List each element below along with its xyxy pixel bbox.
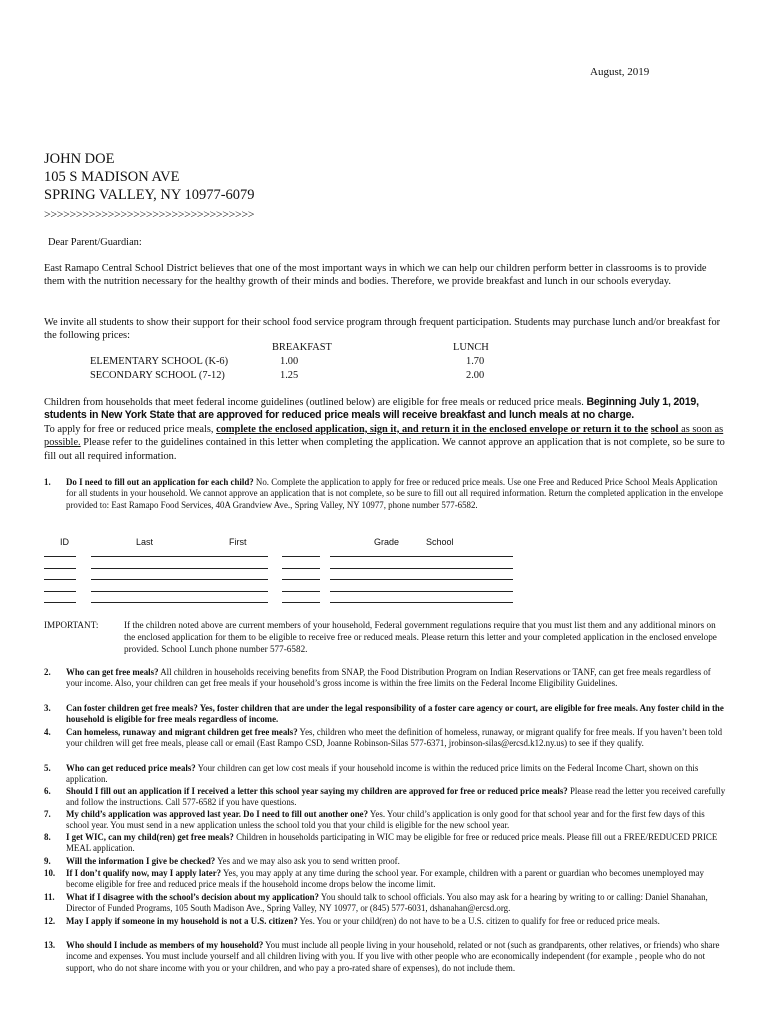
- question-number: 13.: [44, 940, 56, 950]
- apply-instructions-underlined: complete the enclosed application, sign it, and return it in the enclosed envelope or return it to the: [216, 423, 649, 435]
- answer-text: Your children can get low cost meals if your household income is within the reduced price limits on the Federal Income Chart, shown on this application.: [66, 763, 699, 785]
- blank-line: [44, 556, 76, 557]
- blank-line: [91, 591, 268, 592]
- question-text: Do I need to fill out an application for each child?: [66, 477, 254, 487]
- price-row-breakfast: 1.25: [280, 370, 299, 381]
- apply-asap: as soon as possible.: [44, 423, 724, 449]
- question-text: May I apply if someone in my household is not a U.S. citizen?: [66, 916, 298, 926]
- question-text: Will the information I give be checked?: [66, 856, 216, 866]
- faq-item: [44, 856, 729, 867]
- question-text: I get WIC, can my child(ren) get free meals?: [66, 832, 234, 842]
- faq-item: [44, 892, 729, 915]
- blank-line: [44, 602, 76, 603]
- salutation: Dear Parent/Guardian:: [48, 237, 142, 248]
- answer-text: You must include all people living in your household, related or not (such as grandparents, other relatives, or friends) who share income and expenses. You must include yourself and all children living with you. If you live with other people who are economically independent (for example , people who do not support, who do not share income with you or your children, and who pay a pro-rated share of expenses), do not include them.: [66, 940, 720, 973]
- eligibility-text: Children from households that meet federal income guidelines (outlined below) are eligible for free meals or reduced price meals.: [44, 397, 584, 408]
- answer-text: Please read the letter you received carefully and follow the instructions. Call 577-6582 if you have questions.: [66, 786, 726, 808]
- faq-item: [44, 763, 729, 786]
- blank-line: [330, 602, 513, 603]
- question-number: 5.: [44, 763, 51, 773]
- question-text: Should I fill out an application if I received a letter this school year saying my children are approved for free or reduced price meals?: [66, 786, 568, 796]
- blank-line: [282, 568, 320, 569]
- question-number: 1.: [44, 477, 51, 487]
- blank-line: [91, 556, 268, 557]
- question-text: Can homeless, runaway and migrant children get free meals?: [66, 727, 298, 737]
- answer-text: Children in households participating in WIC may be eligible for free or reduced price meals. Please fill out a FREE/REDUCED PRICE MEAL application.: [66, 832, 718, 854]
- faq-item: [44, 703, 729, 726]
- price-row-lunch: 2.00: [466, 370, 485, 381]
- blank-line: [330, 579, 513, 580]
- question-number: 11.: [44, 892, 55, 902]
- intro-paragraph: East Ramapo Central School District believes that one of the most important ways in which we can help our children perform better in classrooms is to provide them with the nutrition necessary for the healthy growth of their minds and bodies. Therefore, we provide breakfast and lunch in our schools everyday.: [44, 263, 707, 288]
- apply-school-word: school: [650, 423, 679, 435]
- column-header-last: Last: [136, 537, 154, 547]
- question-number: 7.: [44, 809, 51, 819]
- question-number: 10.: [44, 868, 56, 878]
- answer-text: No. Complete the application to apply for free or reduced price meals. Use one Free and Reduced Price School Meals Application for all students in your household. We cannot approve an application that is not complete, so be sure to fill out all required information. Return the completed application in the envelope provided to: East Ramapo Food Services, 40A Grandview Ave., Spring Valley, NY 10977, phone number 577-6582.: [66, 477, 723, 510]
- question-number: 9.: [44, 856, 51, 866]
- apply-text: To apply for free or reduced price meals,: [44, 423, 217, 435]
- question-number: 8.: [44, 832, 51, 842]
- blank-line: [330, 556, 513, 557]
- answer-text: Yes. Your child’s application is only good for that school year and for the first few days of this school year. You must send in a new application unless the school told you that your child is eligible for the new school year.: [66, 809, 705, 831]
- blank-line: [44, 568, 76, 569]
- price-row-breakfast: 1.00: [280, 356, 299, 367]
- answer-text: Yes. You or your child(ren) do not have to be a U.S. citizen to qualify for free or reduced price meals.: [297, 916, 660, 926]
- blank-line: [282, 556, 320, 557]
- faq-item: [44, 809, 729, 832]
- answer-text: You should talk to school officials. You also may ask for a hearing by writing to or calling: Daniel Shanahan, Director of Funded Programs, 105 South Madison Ave., Spring Valley, NY 10977, or (845) 577-6031, dshanahan@ercsd.org.: [66, 892, 708, 914]
- blank-line: [330, 591, 513, 592]
- column-header-grade: Grade: [374, 537, 400, 547]
- question-text: Who should I include as members of my household?: [66, 940, 264, 950]
- faq-item: [44, 868, 729, 891]
- question-text: Can foster children get free meals? Yes, foster children that are under the legal responsibility of a foster care agency or court, are eligible for free meals. Any foster child in the household is eligible for free meals regardless of income.: [66, 703, 724, 725]
- blank-line: [282, 591, 320, 592]
- answer-text: Yes, children who meet the definition of homeless, runaway, or migrant qualify for free meals. If you haven’t been told your children will get free meals, please call or email (East Rampo CSD, Joanne Robinson-Silas 577-6371, jrobinson-silas@ercsd.k12.ny.us) to see if they qualify.: [66, 727, 723, 749]
- blank-line: [330, 568, 513, 569]
- blank-line: [44, 591, 76, 592]
- price-row-lunch: 1.70: [466, 356, 485, 367]
- important-label: IMPORTANT:: [44, 620, 99, 630]
- question-text: Who can get reduced price meals?: [66, 763, 196, 773]
- participation-paragraph: We invite all students to show their support for their school food service program through frequent participation. Students may purchase lunch and/or breakfast for the following prices:: [44, 317, 721, 342]
- blank-line: [91, 568, 268, 569]
- address-line-name: JOHN DOE: [44, 151, 115, 167]
- faq-item: [44, 667, 729, 690]
- question-number: 12.: [44, 916, 56, 926]
- faq-item: [44, 916, 729, 927]
- blank-line: [282, 579, 320, 580]
- eligibility-bold-start: Beginning July 1,: [586, 396, 671, 408]
- question-number: 6.: [44, 786, 51, 796]
- answer-text: Yes and we may also ask you to send written proof.: [215, 856, 400, 866]
- blank-line: [44, 579, 76, 580]
- eligibility-bold-statement: 2019, students in New York State that are approved for reduced price meals will receive breakfast and lunch meals at no charge.: [44, 396, 699, 422]
- column-header-first: First: [229, 537, 247, 547]
- column-header-id: ID: [60, 537, 69, 547]
- blank-line: [91, 602, 268, 603]
- price-header-breakfast: BREAKFAST: [272, 342, 332, 353]
- address-barcode-chevrons: >>>>>>>>>>>>>>>>>>>>>>>>>>>>>>>>>: [44, 207, 255, 221]
- answer-text: All children in households receiving benefits from SNAP, the Food Distribution Program on Indian Reservations or TANF, can get free meals regardless of your income. Also, your children can get free meals if your household’s gross income is within the free limits on the Federal Income Eligibility Guidelines.: [66, 667, 711, 689]
- question-text: My child’s application was approved last year. Do I need to fill out another one?: [66, 809, 369, 819]
- important-text: If the children noted above are current members of your household, Federal government regulations require that you must list them and any additional minors on the enclosed application for them to be eligible to receive free or reduced meals. Please return this letter and your completed application in the enclosed envelope provided. School Lunch phone number 577-6582.: [124, 620, 717, 654]
- faq-item: [44, 727, 729, 750]
- question-number: 3.: [44, 703, 51, 713]
- address-line-city: SPRING VALLEY, NY 10977-6079: [44, 187, 255, 203]
- blank-line: [91, 579, 268, 580]
- question-text: Who can get free meals?: [66, 667, 159, 677]
- question-number: 2.: [44, 667, 51, 677]
- question-text: If I don’t qualify now, may I apply later?: [66, 868, 222, 878]
- apply-guidelines-text: Please refer to the guidelines contained in this letter when completing the application. We cannot approve an application that is not complete, so be sure to fill out all required information.: [44, 437, 725, 462]
- answer-text: Yes, you may apply at any time during the school year. For example, children with a parent or guardian who becomes unemployed may become eligible for free and reduced price meals if the household income drops below the income limit.: [66, 868, 704, 890]
- faq-item: [44, 940, 729, 974]
- blank-line: [282, 602, 320, 603]
- faq-item: [44, 832, 729, 855]
- price-row-label: SECONDARY SCHOOL (7-12): [90, 370, 225, 381]
- faq-item: [44, 786, 729, 809]
- question-number: 4.: [44, 727, 51, 737]
- price-row-label: ELEMENTARY SCHOOL (K-6): [90, 356, 229, 367]
- column-header-school: School: [426, 537, 454, 547]
- eligibility-paragraph: [44, 396, 728, 463]
- price-header-lunch: LUNCH: [453, 342, 489, 353]
- letter-date: August, 2019: [590, 66, 650, 78]
- question-1: [44, 477, 729, 511]
- address-line-street: 105 S MADISON AVE: [44, 169, 180, 185]
- question-text: What if I disagree with the school’s decision about my application?: [66, 892, 319, 902]
